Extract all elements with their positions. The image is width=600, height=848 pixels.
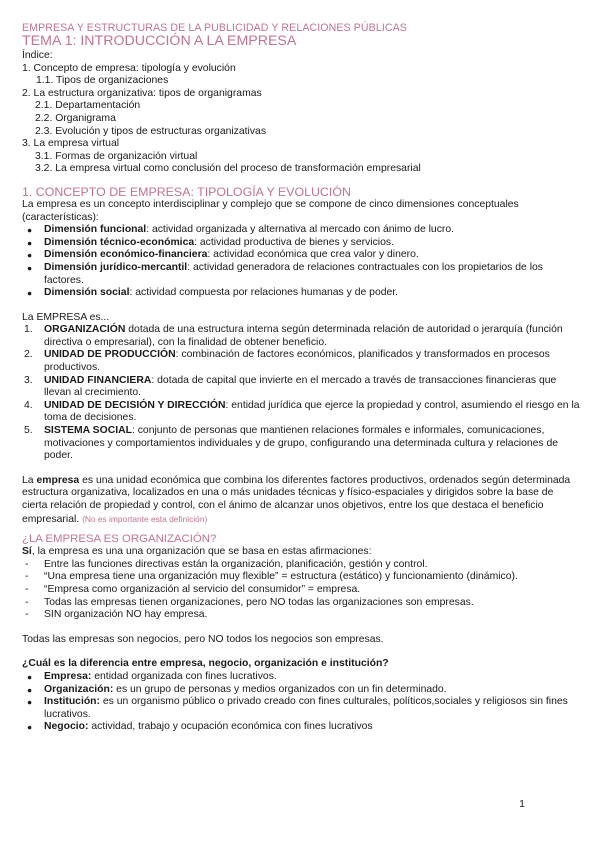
term: Dimensión técnico-económica xyxy=(44,236,195,248)
term: Dimensión funcional xyxy=(44,224,147,236)
index-item: 2.2. Organigrama xyxy=(35,112,116,124)
list-item: ● Dimensión técnico-económica: actividad productiva de bienes y servicios. xyxy=(22,237,580,250)
index-item: 3. La empresa virtual xyxy=(22,138,120,150)
list-item: 1. ORGANIZACIÓN dotada de una estructura interna según determinada relación de autoridad o jerarquía (función directiva o empresarial), con la finalidad de obtener beneficio. xyxy=(24,324,563,348)
index-item: 1. Concepto de empresa: tipología y evolución xyxy=(22,62,236,74)
list-item: ● Dimensión jurídico-mercantil: actividad generadora de relaciones contractuales con los propietarios de los factores. xyxy=(22,262,580,287)
list-item: ● Dimensión social: actividad compuesta por relaciones humanas y de poder. xyxy=(22,287,580,300)
term: Dimensión social xyxy=(44,287,130,299)
negocios-statement: Todas las empresas son negocios, pero NO todos los negocios son empresas. xyxy=(22,633,384,645)
list-item: - Entre las funciones directivas están la organización, planificación, gestión y control. xyxy=(22,559,580,572)
org-lead: Sí, la empresa es una una organización que se basa en estas afirmaciones: xyxy=(22,546,372,558)
list-item: - SIN organización NO hay empresa. xyxy=(22,609,580,622)
index xyxy=(22,50,580,176)
list-item: ● Empresa: entidad organizada con fines lucrativos. xyxy=(22,671,580,684)
list-item: ● Dimensión funcional: actividad organizada y alternativa al mercado con ánimo de lucro. xyxy=(22,224,580,237)
diff-question: ¿Cuál es la diferencia entre empresa, negocio, organización e institución? xyxy=(22,658,389,670)
diff-list xyxy=(22,671,580,734)
list-item: 3. UNIDAD FINANCIERA: dotada de capital que invierte en el mercado a través de transacciones financieras que llevan al crecimiento. xyxy=(24,374,557,399)
subject-title: EMPRESA Y ESTRUCTURAS DE LA PUBLICIDAD Y RELACIONES PÚBLICAS xyxy=(22,22,407,34)
index-label: Índice: xyxy=(22,50,53,61)
term: Dimensión jurídico-mercantil xyxy=(44,261,188,273)
section-1-heading: 1. CONCEPTO DE EMPRESA: TIPOLOGÍA Y EVOLUCIÓN xyxy=(22,184,351,199)
list-item: ● Institución: es un organismo público o privado creado con fines culturales, políticos,sociales y religiosos sin fines lucrativos. xyxy=(22,696,580,721)
tema-title: TEMA 1: INTRODUCCIÓN A LA EMPRESA xyxy=(22,33,297,49)
list-item: 2. UNIDAD DE PRODUCCIÓN: combinación de factores económicos, planificados y transformados en procesos productivos. xyxy=(24,349,550,374)
list-item: ● Negocio: actividad, trabajo y ocupación económica con fines lucrativos xyxy=(22,721,580,734)
list-item: ● Dimensión económico-financiera: actividad económica que crea valor y dinero. xyxy=(22,249,580,262)
list-item: - Todas las empresas tienen organizaciones, pero NO todas las organizaciones son empresas. xyxy=(22,597,580,610)
page-number: 1 xyxy=(519,798,525,810)
empresa-definition: La empresa es una unidad económica que combina los diferentes factores productivos, ordenados según determinada estructura organizativa, localizados en una o más unidades técnicas y físico-espaciales y dirigidos sobre la base de cierta relación de propiedad y control, con el ánimo de alcanzar unos objetivos, entre los que destaca el beneficio empresarial. (No es importante esta definición) xyxy=(22,474,571,525)
list-item: 5. SISTEMA SOCIAL: conjunto de personas que mantienen relaciones formales e informales, comunicaciones, motivaciones y comportamientos individuales y de grupo, configurando una determinada cultura y relaciones de poder. xyxy=(24,425,559,462)
index-item: 3.2. La empresa virtual como conclusión del proceso de transformación empresarial xyxy=(35,163,421,175)
org-list xyxy=(22,559,580,622)
definition-note: (No es importante esta definición) xyxy=(82,513,208,524)
index-item: 1.1. Tipos de organizaciones xyxy=(36,75,169,87)
index-item: 2.3. Evolución y tipos de estructuras organizativas xyxy=(35,125,267,137)
term: Dimensión económico-financiera xyxy=(44,249,208,261)
index-item: 3.1. Formas de organización virtual xyxy=(35,150,198,162)
index-item: 2.1. Departamentación xyxy=(35,100,141,112)
list-item: - “Una empresa tiene una organización muy flexible” = estructura (estático) y funcionamiento (dinámico). xyxy=(22,571,580,584)
index-item: 2. La estructura organizativa: tipos de organigramas xyxy=(22,87,262,99)
dimensions-list xyxy=(22,224,580,300)
document-page xyxy=(22,22,580,734)
list-item: 4. UNIDAD DE DECISIÓN Y DIRECCIÓN: entidad jurídica que ejerce la propiedad y control, asumiendo el riesgo en la toma de decisiones. xyxy=(24,399,580,424)
org-heading: ¿LA EMPRESA ES ORGANIZACIÓN? xyxy=(22,533,217,546)
list-item: - “Empresa como organización al servicio del consumidor” = empresa. xyxy=(22,584,580,597)
empresa-numbered-list xyxy=(22,324,580,463)
section-1-intro: La empresa es un concepto interdisciplinar y complejo que se compone de cinco dimensiones conceptuales (características): xyxy=(22,198,519,223)
list-item: ● Organización: es un grupo de personas y medios organizados con un fin determinado. xyxy=(22,684,580,697)
empresa-es-label: La EMPRESA es... xyxy=(22,311,110,323)
